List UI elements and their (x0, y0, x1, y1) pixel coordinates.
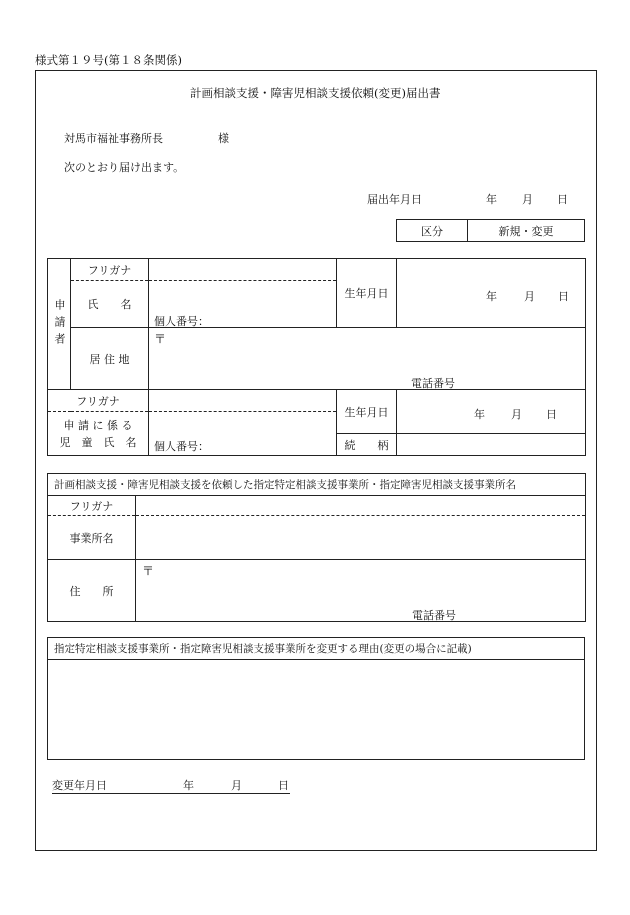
submission-date-year[interactable]: 年 (486, 193, 497, 206)
applicant-address-label: 居 住 地 (71, 328, 149, 390)
form-number: 様式第１９号(第１８条関係) (35, 53, 182, 67)
reason-field[interactable] (48, 660, 585, 760)
office-furigana-field[interactable] (136, 496, 586, 516)
office-name-field[interactable] (136, 516, 586, 560)
addressee-honorific: 様 (218, 132, 229, 145)
applicant-birthdate-label: 生年月日 (337, 259, 397, 328)
applicant-postal-mark: 〒 (154, 332, 167, 346)
reason-table (47, 637, 585, 760)
submission-date-label: 届出年月日 (367, 193, 422, 206)
addressee: 対馬市福祉事務所長 (64, 132, 163, 145)
change-date-month[interactable]: 月 (231, 779, 242, 792)
form-title: 計画相談支援・障害児相談支援依頼(変更)届出書 (190, 86, 441, 100)
child-birth-year: 年 (474, 408, 485, 421)
change-date-label: 変更年月日 (52, 779, 107, 792)
child-name-line1: 申 請 に 係 る (63, 418, 133, 432)
office-address-label: 住 所 (48, 560, 136, 622)
office-postal-mark: 〒 (142, 564, 155, 578)
applicant-birth-month: 月 (524, 290, 535, 303)
office-address-field[interactable] (136, 560, 586, 622)
applicant-address-field[interactable] (149, 328, 586, 390)
applicant-birth-year: 年 (486, 290, 497, 303)
office-heading: 計画相談支援・障害児相談支援を依頼した指定特定相談支援事業所・指定障害児相談支援事業所名 (48, 474, 586, 496)
category-table (396, 219, 585, 242)
child-relation-field[interactable] (397, 434, 586, 456)
child-relation-label: 続 柄 (337, 434, 397, 456)
applicant-birthdate-field[interactable] (397, 259, 586, 328)
child-birth-day: 日 (546, 408, 557, 421)
intro-text: 次のとおり届け出ます。 (64, 161, 185, 174)
child-name-field[interactable] (149, 412, 337, 456)
change-date-underline (52, 793, 290, 794)
office-furigana-label: フリガナ (48, 496, 136, 516)
change-date-year[interactable]: 年 (183, 779, 194, 792)
child-name-label (48, 412, 149, 456)
submission-date-day[interactable]: 日 (557, 193, 568, 206)
child-birthdate-label: 生年月日 (337, 390, 397, 434)
child-birthdate-field[interactable] (397, 390, 586, 434)
applicant-furigana-field[interactable] (149, 259, 337, 281)
applicant-birth-day: 日 (558, 290, 569, 303)
category-value[interactable]: 新規・変更 (468, 220, 585, 242)
applicant-table (47, 258, 586, 456)
applicant-phone-label: 電話番号 (411, 377, 455, 390)
child-furigana-label: フリガナ (48, 390, 149, 412)
category-label: 区分 (397, 220, 468, 242)
applicant-personal-number-label: 個人番号： (154, 315, 209, 328)
applicant-name-label: 氏 名 (71, 281, 149, 328)
change-date-day[interactable]: 日 (278, 779, 289, 792)
submission-date-month[interactable]: 月 (522, 193, 533, 206)
office-name-label: 事業所名 (48, 516, 136, 560)
reason-heading: 指定特定相談支援事業所・指定障害児相談支援事業所を変更する理由(変更の場合に記載) (48, 638, 585, 660)
applicant-name-field[interactable] (149, 281, 337, 328)
child-personal-number-label: 個人番号： (154, 440, 209, 453)
child-name-line2: 児 童 氏 名 (59, 435, 137, 449)
applicant-group-label: 申請者 (48, 259, 71, 390)
applicant-furigana-label: フリガナ (71, 259, 149, 281)
office-phone-label: 電話番号 (412, 609, 456, 622)
child-furigana-field[interactable] (149, 390, 337, 412)
child-birth-month: 月 (511, 408, 522, 421)
office-table (47, 473, 586, 622)
